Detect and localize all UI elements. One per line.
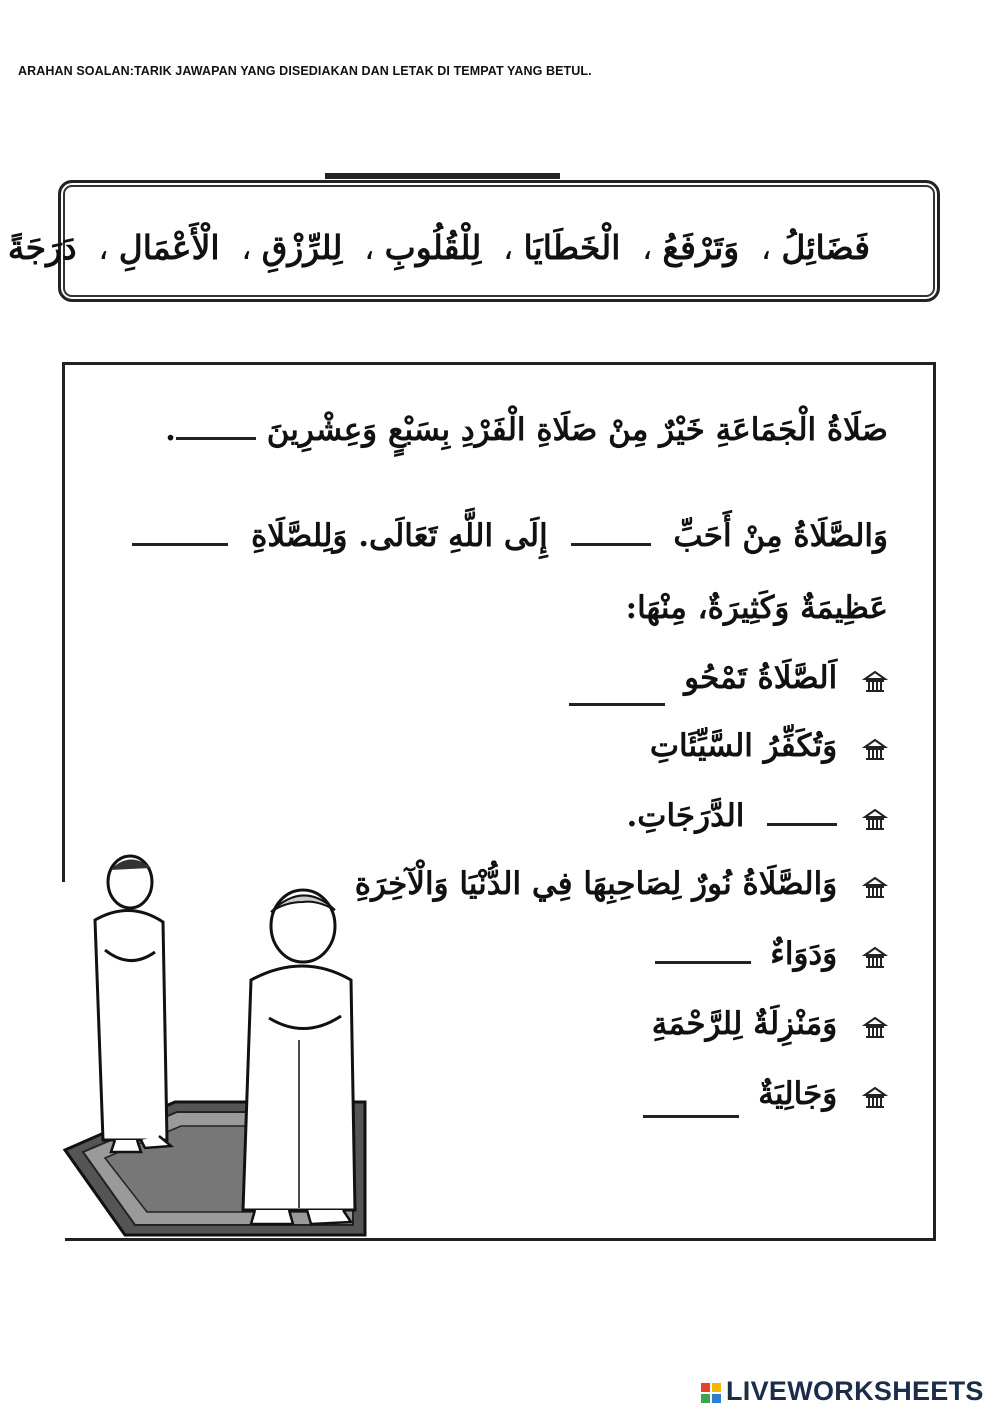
logo-text: LIVEWORKSHEETS	[726, 1376, 984, 1406]
pillar-bullet-icon	[862, 805, 888, 831]
praying-boys-illustration	[55, 840, 375, 1240]
bullet-6	[652, 1006, 888, 1042]
word-bank	[7, 228, 870, 267]
bullet-3	[627, 798, 888, 834]
line-3-text: عَظِيمَةٌ وَكَثِيرَةٌ، مِنْهَا:	[625, 590, 888, 626]
word-darajah[interactable]: دَرَجَةً	[7, 228, 77, 267]
pillar-bullet-icon	[862, 943, 888, 969]
bullet-7	[643, 1076, 888, 1112]
line-1-end: .	[165, 412, 176, 448]
separator: ،	[241, 228, 252, 267]
line-1-text: صَلَاةُ الْجَمَاعَةِ خَيْرٌ مِنْ صَلَاةِ الْفَرْدِ بِسَبْعٍ وَعِشْرِينَ	[266, 412, 888, 448]
blank-3[interactable]	[132, 543, 228, 546]
separator: ،	[760, 228, 772, 267]
word-lirrizq[interactable]: لِلرِّزْقِ	[261, 228, 343, 267]
blank-6[interactable]	[655, 961, 751, 964]
pillar-bullet-icon	[862, 667, 888, 693]
blank-4[interactable]	[569, 703, 665, 706]
pillar-bullet-icon	[862, 1083, 888, 1109]
separator: ،	[98, 228, 109, 267]
blank-5[interactable]	[767, 823, 837, 826]
separator: ،	[641, 228, 653, 267]
bullet-2	[650, 728, 888, 764]
line-3	[626, 590, 888, 626]
line-2a-text: وَالصَّلَاةُ مِنْ أَحَبِّ	[673, 518, 888, 554]
bullet-4-text: وَالصَّلَاةُ نُورٌ لِصَاحِبِهَا فِي الدُّنْيَا وَالْآخِرَةِ	[354, 866, 838, 902]
bullet-5-text: وَدَوَاءٌ	[770, 936, 838, 972]
bullet-1-text: اَلصَّلَاةُ تَمْحُو	[684, 660, 838, 696]
word-bank-tab	[325, 173, 560, 179]
separator: ،	[363, 228, 375, 267]
bullet-2-text: وَتُكَفِّرُ السَّيِّئَاتِ	[649, 728, 838, 764]
line-2b-text: إِلَى اللَّهِ تَعَالَى. وَلِلصَّلَاةِ	[251, 518, 548, 554]
separator: ،	[502, 228, 514, 267]
blank-2[interactable]	[571, 543, 651, 546]
bullet-1	[569, 660, 888, 696]
pillar-bullet-icon	[862, 735, 888, 761]
instruction-text: ARAHAN SOALAN:TARIK JAWAPAN YANG DISEDIAKAN DAN LETAK DI TEMPAT YANG BETUL.	[18, 64, 592, 78]
pillar-bullet-icon	[862, 1013, 888, 1039]
word-alamal[interactable]: الْأَعْمَالِ	[118, 228, 220, 267]
word-fadail[interactable]: فَضَائِلُ	[781, 228, 870, 267]
word-alkhataya[interactable]: الْخَطَايَا	[523, 228, 621, 267]
pillar-bullet-icon	[862, 873, 888, 899]
line-2	[132, 518, 888, 554]
liveworksheets-logo-icon	[700, 1382, 722, 1404]
blank-7[interactable]	[643, 1115, 739, 1118]
bullet-5	[655, 936, 888, 972]
word-watarfau[interactable]: وَتَرْفَعُ	[662, 228, 740, 267]
liveworksheets-logo	[700, 1376, 984, 1407]
worksheet-frame-left	[62, 362, 65, 882]
bullet-6-text: وَمَنْزِلَةٌ لِلرَّحْمَةِ	[651, 1006, 838, 1042]
word-lilqulub[interactable]: لِلْقُلُوبِ	[384, 228, 482, 267]
line-1	[165, 412, 888, 448]
bullet-3-text: الدَّرَجَاتِ.	[626, 798, 745, 834]
bullet-4	[355, 866, 888, 902]
blank-1[interactable]	[176, 437, 256, 440]
bullet-7-text: وَجَالِيَةٌ	[758, 1076, 838, 1112]
